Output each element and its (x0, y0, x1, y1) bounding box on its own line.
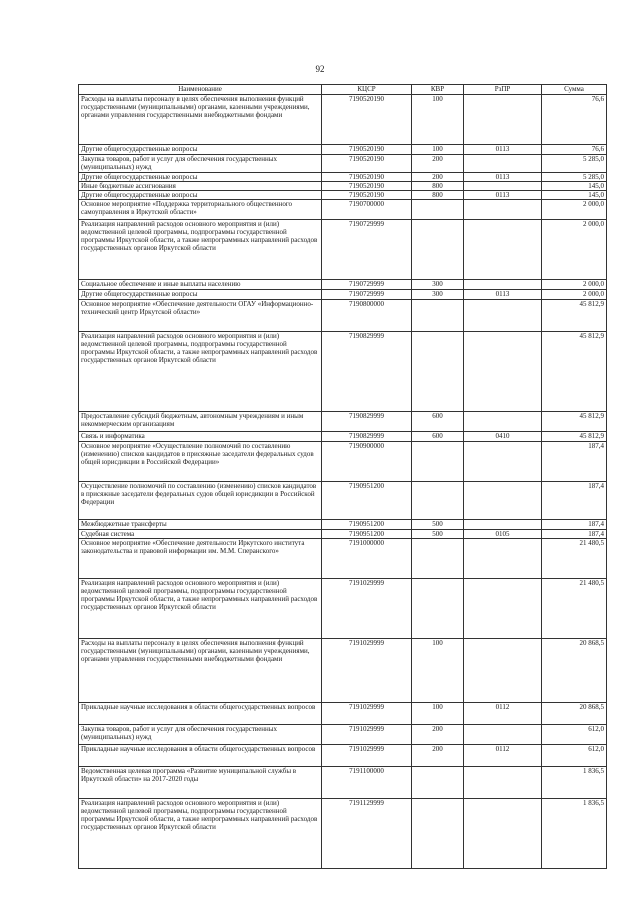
kcsr-cell: 7191029999 (322, 745, 412, 767)
name-cell: Расходы на выплаты персоналу в целях обеспечения выполнения функций государственными (муниципальными) органами, казенными учреждениями, органами управления государственными внебюджетными фондами (79, 95, 322, 145)
name-cell: Осуществление полномочий по составлению (изменению) списков кандидатов в присяжные заседатели федеральных судов общей юрисдикции в Российской Федерации (79, 482, 322, 520)
table-row (79, 145, 607, 155)
kcsr-cell: 7190520190 (322, 155, 412, 173)
name-cell: Межбюджетные трансферты (79, 520, 322, 530)
kcsr-cell: 7190729999 (322, 220, 412, 280)
sum-cell: 2 000,0 (542, 280, 607, 290)
name-cell: Прикладные научные исследования в области общегосударственных вопросов (79, 745, 322, 767)
table-row (79, 539, 607, 579)
table-row (79, 442, 607, 482)
rzpr-cell (464, 725, 542, 745)
name-cell: Социальное обеспечение и иные выплаты населению (79, 280, 322, 290)
name-cell: Закупка товаров, работ и услуг для обеспечения государственных (муниципальных) нужд (79, 725, 322, 745)
sum-cell: 45 812,9 (542, 332, 607, 412)
name-cell: Другие общегосударственные вопросы (79, 145, 322, 155)
sum-cell: 45 812,9 (542, 432, 607, 442)
name-cell: Основное мероприятие «Обеспечение деятельности Иркутского института законодательства и правовой информации им. М.М. Сперанского» (79, 539, 322, 579)
kvr-cell: 600 (412, 432, 464, 442)
sum-cell: 5 285,0 (542, 155, 607, 173)
table-row (79, 191, 607, 200)
kcsr-cell: 7190951200 (322, 520, 412, 530)
kvr-cell: 500 (412, 530, 464, 539)
name-cell: Прикладные научные исследования в области общегосударственных вопросов (79, 703, 322, 725)
sum-cell: 612,0 (542, 725, 607, 745)
table-row (79, 290, 607, 300)
budget-table (78, 84, 607, 869)
sum-cell: 2 000,0 (542, 220, 607, 280)
rzpr-cell (464, 767, 542, 799)
kcsr-cell: 7190729999 (322, 280, 412, 290)
rzpr-cell (464, 182, 542, 191)
rzpr-cell (464, 95, 542, 145)
sum-cell: 145,0 (542, 182, 607, 191)
kvr-cell: 200 (412, 173, 464, 182)
table-row (79, 579, 607, 639)
kvr-cell: 200 (412, 155, 464, 173)
header-kvr: КВР (412, 85, 464, 95)
sum-cell: 76,6 (542, 95, 607, 145)
name-cell: Реализация направлений расходов основного мероприятия и (или) ведомственной целевой программы, подпрограммы государственной программы Иркутской области, а также непрограммных направлений расходов государственных органов Иркутской области (79, 332, 322, 412)
kvr-cell: 800 (412, 182, 464, 191)
rzpr-cell: 0113 (464, 173, 542, 182)
kvr-cell: 300 (412, 280, 464, 290)
sum-cell: 187,4 (542, 530, 607, 539)
kvr-cell (412, 767, 464, 799)
sum-cell: 1 836,5 (542, 799, 607, 869)
rzpr-cell (464, 220, 542, 280)
table-row (79, 639, 607, 703)
kvr-cell: 100 (412, 145, 464, 155)
kcsr-cell: 7191029999 (322, 639, 412, 703)
name-cell: Реализация направлений расходов основного мероприятия и (или) ведомственной целевой программы, подпрограммы государственной программы Иркутской области, а также непрограммных направлений расходов государственных органов Иркутской области (79, 799, 322, 869)
rzpr-cell (464, 200, 542, 220)
sum-cell: 1 836,5 (542, 767, 607, 799)
kvr-cell (412, 200, 464, 220)
table-row (79, 280, 607, 290)
name-cell: Реализация направлений расходов основного мероприятия и (или) ведомственной целевой программы, подпрограммы государственной программы Иркутской области, а также непрограммных направлений расходов государственных органов Иркутской области (79, 220, 322, 280)
table-row (79, 300, 607, 332)
sum-cell: 187,4 (542, 482, 607, 520)
header-name: Наименование (79, 85, 322, 95)
kcsr-cell: 7190829999 (322, 412, 412, 432)
name-cell: Основное мероприятие «Осуществление полномочий по составлению (изменению) списков кандидатов в присяжные заседатели федеральных судов общей юрисдикции в Российской Федерации» (79, 442, 322, 482)
kvr-cell: 600 (412, 412, 464, 432)
page-number: 92 (315, 64, 325, 74)
rzpr-cell (464, 280, 542, 290)
name-cell: Другие общегосударственные вопросы (79, 191, 322, 200)
rzpr-cell (464, 579, 542, 639)
table-row (79, 745, 607, 767)
name-cell: Основное мероприятие «Поддержка территориального общественного самоуправления в Иркутской области» (79, 200, 322, 220)
rzpr-cell: 0113 (464, 145, 542, 155)
name-cell: Реализация направлений расходов основного мероприятия и (или) ведомственной целевой программы, подпрограммы государственной программы Иркутской области, а также непрограммных направлений расходов государственных органов Иркутской области (79, 579, 322, 639)
kvr-cell: 200 (412, 725, 464, 745)
table-row (79, 432, 607, 442)
name-cell: Судебная система (79, 530, 322, 539)
table-row (79, 173, 607, 182)
rzpr-cell (464, 539, 542, 579)
sum-cell: 2 000,0 (542, 200, 607, 220)
kcsr-cell: 7191129999 (322, 799, 412, 869)
rzpr-cell (464, 300, 542, 332)
rzpr-cell: 0112 (464, 703, 542, 725)
rzpr-cell (464, 639, 542, 703)
rzpr-cell: 0113 (464, 290, 542, 300)
kcsr-cell: 7190829999 (322, 332, 412, 412)
sum-cell: 2 000,0 (542, 290, 607, 300)
name-cell: Связь и информатика (79, 432, 322, 442)
sum-cell: 612,0 (542, 745, 607, 767)
name-cell: Другие общегосударственные вопросы (79, 290, 322, 300)
kvr-cell (412, 332, 464, 412)
kvr-cell: 500 (412, 520, 464, 530)
kcsr-cell: 7190829999 (322, 432, 412, 442)
name-cell: Иные бюджетные ассигнования (79, 182, 322, 191)
kcsr-cell: 7190520190 (322, 173, 412, 182)
name-cell: Другие общегосударственные вопросы (79, 173, 322, 182)
name-cell: Предоставление субсидий бюджетным, автономным учреждениям и иным некоммерческим организациям (79, 412, 322, 432)
sum-cell: 20 868,5 (542, 639, 607, 703)
kcsr-cell: 7190520190 (322, 182, 412, 191)
rzpr-cell: 0112 (464, 745, 542, 767)
table-row (79, 412, 607, 432)
kcsr-cell: 7191000000 (322, 539, 412, 579)
sum-cell: 20 868,5 (542, 703, 607, 725)
table-row (79, 799, 607, 869)
kcsr-cell: 7191029999 (322, 579, 412, 639)
kvr-cell (412, 482, 464, 520)
table-row (79, 95, 607, 145)
header-row (79, 85, 607, 95)
kcsr-cell: 7191029999 (322, 703, 412, 725)
sum-cell: 187,4 (542, 442, 607, 482)
header-rzpr: РзПР (464, 85, 542, 95)
name-cell: Закупка товаров, работ и услуг для обеспечения государственных (муниципальных) нужд (79, 155, 322, 173)
rzpr-cell: 0113 (464, 191, 542, 200)
table-row (79, 703, 607, 725)
table-row (79, 200, 607, 220)
sum-cell: 145,0 (542, 191, 607, 200)
kvr-cell: 800 (412, 191, 464, 200)
kvr-cell: 100 (412, 95, 464, 145)
rzpr-cell: 0410 (464, 432, 542, 442)
sum-cell: 45 812,9 (542, 300, 607, 332)
name-cell: Основное мероприятие «Обеспечение деятельности ОГАУ «Информационно-технический центр Иркутской области» (79, 300, 322, 332)
table-row (79, 767, 607, 799)
rzpr-cell (464, 332, 542, 412)
header-sum: Сумма (542, 85, 607, 95)
kcsr-cell: 7190520190 (322, 95, 412, 145)
kvr-cell (412, 442, 464, 482)
rzpr-cell (464, 442, 542, 482)
kvr-cell: 100 (412, 639, 464, 703)
sum-cell: 21 480,5 (542, 539, 607, 579)
kcsr-cell: 7190951200 (322, 482, 412, 520)
kcsr-cell: 7190520190 (322, 191, 412, 200)
kvr-cell (412, 539, 464, 579)
table-row (79, 482, 607, 520)
kvr-cell (412, 220, 464, 280)
kvr-cell (412, 579, 464, 639)
table-row (79, 155, 607, 173)
kcsr-cell: 7191029999 (322, 725, 412, 745)
table-row (79, 530, 607, 539)
table-body (79, 95, 607, 869)
kvr-cell (412, 799, 464, 869)
table-row (79, 220, 607, 280)
kvr-cell (412, 300, 464, 332)
rzpr-cell (464, 520, 542, 530)
sum-cell: 187,4 (542, 520, 607, 530)
sum-cell: 5 285,0 (542, 173, 607, 182)
name-cell: Ведомственная целевая программа «Развитие муниципальной службы в Иркутской области» на 2017-2020 годы (79, 767, 322, 799)
kcsr-cell: 7190900000 (322, 442, 412, 482)
kcsr-cell: 7190951200 (322, 530, 412, 539)
kcsr-cell: 7190520190 (322, 145, 412, 155)
kvr-cell: 200 (412, 745, 464, 767)
sum-cell: 45 812,9 (542, 412, 607, 432)
kcsr-cell: 7190729999 (322, 290, 412, 300)
table-row (79, 182, 607, 191)
kcsr-cell: 7190800000 (322, 300, 412, 332)
name-cell: Расходы на выплаты персоналу в целях обеспечения выполнения функций государственными (муниципальными) органами, казенными учреждениями, органами управления государственными внебюджетными фондами (79, 639, 322, 703)
kvr-cell: 100 (412, 703, 464, 725)
rzpr-cell: 0105 (464, 530, 542, 539)
rzpr-cell (464, 412, 542, 432)
kvr-cell: 300 (412, 290, 464, 300)
kcsr-cell: 7190700000 (322, 200, 412, 220)
sum-cell: 21 480,5 (542, 579, 607, 639)
table-row (79, 725, 607, 745)
table-row (79, 520, 607, 530)
kcsr-cell: 7191100000 (322, 767, 412, 799)
rzpr-cell (464, 482, 542, 520)
rzpr-cell (464, 155, 542, 173)
table-row (79, 332, 607, 412)
rzpr-cell (464, 799, 542, 869)
sum-cell: 76,6 (542, 145, 607, 155)
header-kcsr: КЦСР (322, 85, 412, 95)
